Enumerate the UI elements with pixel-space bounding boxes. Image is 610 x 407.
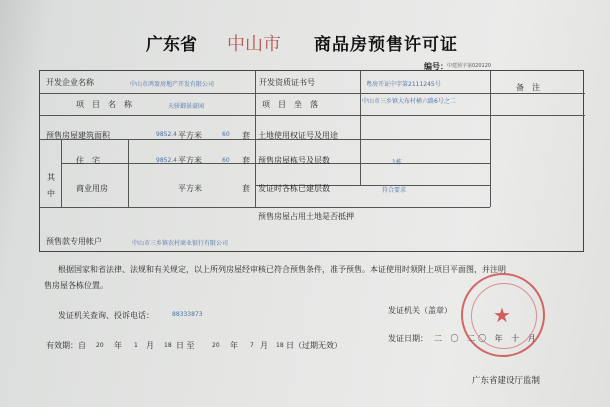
serial-number: 中建预字第020120	[447, 63, 492, 69]
hotline-label: 发证机关查询、投诉电话：	[58, 311, 154, 320]
presale-area-unit: 平方米	[178, 131, 202, 140]
qualification-label: 开发资质证书号	[259, 78, 315, 87]
presale-sets-unit: 套	[242, 131, 250, 140]
col-divider	[255, 71, 256, 207]
valid-month-start: 1	[134, 342, 138, 349]
location-label: 项 目 坐 落	[262, 100, 318, 109]
valid-year-end: 20	[212, 342, 220, 349]
validity-note: 日（过期无效）	[286, 341, 342, 350]
col-divider	[360, 71, 361, 185]
project-label: 项 目 名 称	[76, 100, 132, 109]
authority-label: 发证机关（盖章）	[388, 306, 452, 315]
title-province: 广东省	[146, 35, 197, 55]
official-seal-stamp	[461, 273, 545, 357]
row-divider	[40, 115, 585, 116]
project-value: 天骄御景豪园	[168, 103, 205, 110]
issue-time-label: 发证时各栋已建层数	[258, 184, 330, 193]
developer-label: 开发企业名称	[46, 78, 94, 87]
commercial-unit: 平方米	[178, 184, 202, 193]
developer-value: 中山市鸿盈房地产开发有限公司	[130, 81, 215, 88]
valid-label: 有效期：自	[46, 341, 86, 350]
row-divider	[40, 93, 585, 94]
valid-month-end: 7	[250, 342, 254, 349]
valid-year-unit-end: 年	[230, 341, 238, 350]
location-value: 中山市三乡镇大布村横六路6号之二	[362, 98, 456, 105]
valid-to-label: 日 至	[176, 341, 195, 350]
residential-unit: 平方米	[178, 156, 202, 165]
valid-month-unit-end: 月	[260, 341, 268, 350]
valid-day-end: 18	[276, 342, 284, 349]
col-divider	[128, 139, 129, 207]
valid-year-start: 20	[96, 342, 104, 349]
seal-star-icon: ★	[493, 303, 511, 327]
residential-sets-value: 60	[222, 157, 230, 164]
hotline-value: 88333873	[172, 311, 203, 318]
qualification-value: 粤房开证中字第2111245号	[366, 81, 441, 88]
commercial-label: 商业用房	[76, 184, 108, 193]
building-no-label: 预售房屋栋号及层数	[258, 156, 330, 165]
land-status-label: 预售房屋占用土地是否抵押	[258, 212, 354, 221]
commercial-sets-unit: 套	[242, 184, 250, 193]
residential-value: 9852.4	[156, 157, 177, 164]
presale-area-value: 9852.4	[156, 131, 177, 138]
residential-label: 住 宅	[76, 156, 100, 165]
valid-year-unit: 年	[114, 341, 122, 350]
issue-date-value: 二 〇 二〇 年 十 月	[434, 334, 539, 343]
building-no-value: 1栋	[392, 159, 402, 166]
remark-label: 备 注	[516, 83, 540, 92]
col-divider	[61, 139, 62, 207]
row-divider	[40, 207, 490, 208]
supervisor-label: 广东省建设厅监制	[472, 376, 541, 386]
issue-time-value: 符合要求	[382, 187, 407, 194]
presale-sets-value: 60	[222, 131, 230, 138]
title-city: 中山市	[227, 34, 281, 55]
residential-sets-unit: 套	[242, 156, 250, 165]
land-cert-label: 土地使用权证号及用途	[258, 131, 338, 140]
page-title: 商品房预售许可证	[314, 35, 458, 55]
issue-date-label: 发证日期：	[388, 334, 428, 343]
col-divider	[490, 71, 491, 207]
bank-account-value: 中山市三乡镇农村商业银行有限公司	[132, 240, 229, 247]
bank-account-label: 预售款专用帐户	[46, 237, 102, 246]
approval-paragraph: 根据国家和省法律、法规和有关规定，以上所列房屋经审核已符合预售条件，准予预售。本证使用时须附上项目平面图，并注明	[58, 265, 506, 274]
valid-month-unit: 月	[146, 341, 154, 350]
valid-day-start: 18	[164, 342, 172, 349]
serial-label: 编号：	[424, 62, 448, 71]
approval-paragraph-cont: 售房屋各栋位置。	[44, 281, 108, 290]
among-label: 其中	[47, 173, 55, 198]
presale-area-label: 预售房屋建筑面积	[46, 131, 110, 140]
